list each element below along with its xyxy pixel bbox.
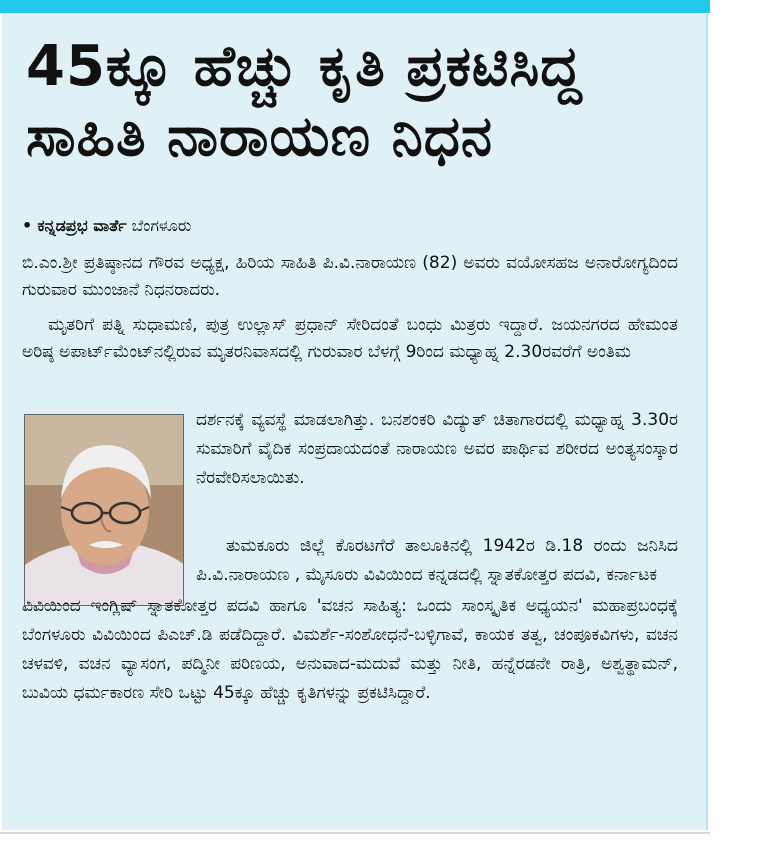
paragraph-3: ತುಮಕೂರು ಜಿಲ್ಲೆ ಕೊರಟಗೆರೆ ತಾಲೂಕಿನಲ್ಲಿ 1942ರ ಡಿ.18 ರಂದು ಜನಿಸಿದ ಪಿ.ವಿ.ನಾರಾಯಣ , ಮೈಸೂರು ವಿವಿಯಿಂದ ಕನ್ನಡದಲ್ಲಿ ಸ್ನಾತಕೋತ್ತರ ಪದವಿ, ಕರ್ನಾಟಕ xyxy=(196,536,678,585)
byline-brand: ಕನ್ನಡಪ್ರಭ ವಾರ್ತೆ xyxy=(37,216,127,235)
byline-bullet: • xyxy=(22,216,33,235)
portrait-illustration xyxy=(25,415,184,606)
paragraph-2-continued: ದರ್ಶನಕ್ಕೆ ವ್ಯವಸ್ಥೆ ಮಾಡಲಾಗಿತ್ತು. ಬನಶಂಕರಿ ವಿದ್ಯುತ್ ಚಿತಾಗಾರದಲ್ಲಿ ಮಧ್ಯಾಹ್ನ 3.30ರ ಸುಮಾರಿಗೆ ವೈದಿಕ ಸಂಪ್ರದಾಯದಂತೆ ನಾರಾಯಣ ಅವರ ಪಾರ್ಥಿವ ಶರೀರದ ಅಂತ್ಯಸಂಸ್ಕಾರ ನೆರವೇರಿಸಲಾಯಿತು. xyxy=(196,410,678,488)
byline-place: ಬೆಂಗಳೂರು xyxy=(131,216,192,235)
paragraph-2: ಮೃತರಿಗೆ ಪತ್ನಿ ಸುಧಾಮಣಿ, ಪುತ್ರ ಉಲ್ಲಾಸ್ ಪ್ರಧಾನ್ ಸೇರಿದಂತೆ ಬಂಧು ಮಿತ್ರರು ಇದ್ದಾರೆ. ಜಯನಗರದ ಹೇಮಂತ ಅರಿಷ್ಠ ಅಪಾರ್ಟ್‌ಮೆಂಟ್‌ನಲ್ಲಿರುವ ಮೃತರನಿವಾಸದಲ್ಲಿ ಗುರುವಾರ ಬೆಳಗ್ಗೆ 9ರಿಂದ ಮಧ್ಯಾಹ್ನ 2.30ರವರೆಗೆ ಅಂತಿಮ xyxy=(22,315,678,362)
bottom-divider xyxy=(0,832,710,834)
top-accent-bar xyxy=(0,0,710,13)
paragraph-3-continued: ವಿವಿಯಿಂದ ಇಂಗ್ಲಿಷ್ ಸ್ನಾತಕೋತ್ತರ ಪದವಿ ಹಾಗೂ 'ವಚನ ಸಾಹಿತ್ಯ: ಒಂದು ಸಾಂಸ್ಕೃತಿಕ ಅಧ್ಯಯನ' ಮಹಾಪ್ರಬಂಧಕ್ಕೆ ಬೆಂಗಳೂರು ವಿವಿಯಿಂದ ಪಿಎಚ್.ಡಿ ಪಡೆದಿದ್ದಾರೆ. ವಿಮರ್ಶೆ-ಸಂಶೋಧನೆ-ಬಳ್ಳಿಗಾವೆ, ಕಾಯಕ ತತ್ವ, ಚಂಪೂಕವಿಗಳು, ವಚನ ಚಳವಳಿ, ವಚನ ವ್ಯಾಸಂಗ, ಪದ್ಮಿನೀ ಪರಿಣಯ, ಅನುವಾದ-ಮದುವೆ ಮತ್ತು ನೀತಿ, ಹನ್ನೆರಡನೇ ರಾತ್ರಿ, ಅಶ್ವತ್ಥಾಮನ್, ಬುವಿಯ ಧರ್ಮಕಾರಣ ಸೇರಿ ಒಟ್ಟು 45ಕ್ಕೂ ಹೆಚ್ಚು ಕೃತಿಗಳನ್ನು ಪ್ರಕಟಿಸಿದ್ದಾರೆ. xyxy=(22,596,678,703)
portrait-photo xyxy=(24,414,184,606)
byline xyxy=(22,216,191,236)
paragraph-1: ಬಿ.ಎಂ.ಶ್ರೀ ಪ್ರತಿಷ್ಠಾನದ ಗೌರವ ಅಧ್ಯಕ್ಷ, ಹಿರಿಯ ಸಾಹಿತಿ ಪಿ.ವಿ.ನಾರಾಯಣ (82) ಅವರು ವಯೋಸಹಜ ಅನಾರೋಗ್ಯದಿಂದ ಗುರುವಾರ ಮುಂಜಾನೆ ನಿಧನರಾದರು. xyxy=(22,253,678,300)
headline: 45ಕ್ಕೂ ಹೆಚ್ಚು ಕೃತಿ ಪ್ರಕಟಿಸಿದ್ದ ಸಾಹಿತಿ ನಾರಾಯಣ ನಿಧನ xyxy=(26,34,583,169)
